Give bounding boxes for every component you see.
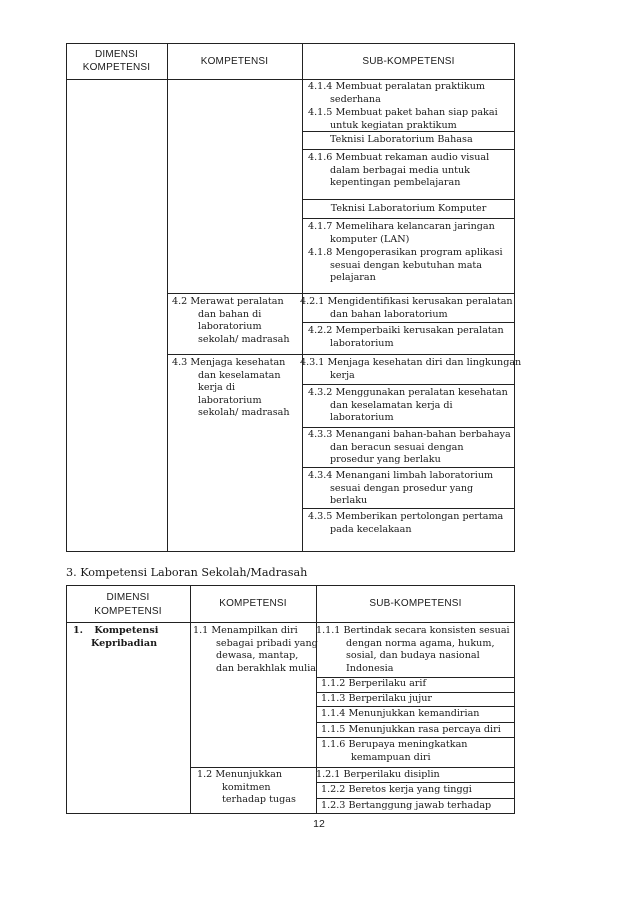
komp-text: kerja di (198, 382, 236, 394)
komp-text: sekolah/ madrasah (198, 333, 290, 345)
sub-text: Menangani bahan-bahan berbahaya (335, 429, 511, 440)
table2-sub-border (316, 798, 515, 799)
sub-text: Indonesia (346, 662, 394, 674)
sub-text: dengan norma agama, hukum, (346, 637, 495, 649)
table1-sub-border (302, 467, 515, 468)
komp-text: laboratorium (198, 321, 262, 333)
sub-text: sederhana (330, 93, 381, 105)
sub-num: 4.3.1 (300, 357, 325, 368)
komp-text: Merawat peralatan (190, 296, 284, 307)
sub-competency-4-3-3 (308, 429, 511, 467)
dim-num: 1. (73, 625, 84, 636)
sub-competency-4-1-5 (308, 107, 498, 132)
section-title: 3. Kompetensi Laboran Sekolah/Madrasah (66, 566, 308, 579)
sub-text: prosedur yang berlaku (330, 454, 441, 466)
sub-text: dalam berbagai media untuk (330, 164, 470, 176)
table2-header-kompetensi: KOMPETENSI (219, 598, 287, 609)
sub-num: 4.3.3 (308, 429, 333, 440)
table1-top-border (66, 43, 515, 44)
sub-competency-4-1-6 (308, 152, 489, 190)
table1-row-border (167, 293, 515, 294)
dim-text: Kompetensi (94, 625, 159, 636)
table1-sub-border (302, 384, 515, 385)
sub-text: Memelihara kelancaran jaringan (335, 221, 495, 232)
komp-text: Menunjukkan (215, 769, 283, 780)
sub-text: laboratorium (330, 337, 394, 349)
komp-text: komitmen (222, 781, 271, 793)
dimension-kepribadian (73, 625, 158, 650)
table1-sub-border (302, 322, 515, 323)
sub-text: komputer (LAN) (330, 233, 410, 245)
table2-sub-border (316, 722, 515, 723)
sub-competency-4-1-4 (308, 81, 485, 106)
sub-competency-4-3-5 (308, 511, 503, 536)
table1-col-divider-1 (167, 43, 168, 552)
komp-text: terhadap tugas (222, 794, 296, 806)
sub-text: Mengidentifikasi kerusakan peralatan (327, 296, 513, 307)
komp-text: sebagai pribadi yang (216, 637, 318, 649)
sub-text: Bertindak secara konsisten sesuai (343, 625, 510, 636)
table1-row-border (167, 354, 515, 355)
komp-text: sekolah/ madrasah (198, 407, 290, 419)
table2-right-border (514, 585, 515, 814)
table1-sub-border (302, 427, 515, 428)
sub-text: untuk kegiatan praktikum (330, 119, 457, 131)
sub-text: pelajaran (330, 272, 376, 284)
sub-competency-4-3-1 (300, 357, 521, 382)
table2-left-border (66, 585, 67, 814)
table2-sub-border (316, 737, 515, 738)
sub-text: dan beracun sesuai dengan (330, 441, 464, 453)
table2-sub-border (316, 782, 515, 783)
table2-sub-border (316, 706, 515, 707)
sub-text: kerja (330, 369, 355, 381)
page-number: 12 (313, 818, 325, 830)
sub-num: 1.1.6 (321, 739, 346, 750)
komp-num: 1.1 (193, 625, 209, 636)
sub-text: Menggunakan peralatan kesehatan (335, 387, 508, 398)
sub-competency-1-1-5: 1.1.5 Menunjukkan rasa percaya diri (321, 724, 501, 735)
sub-num: 4.1.8 (308, 247, 333, 258)
table2-top-border (66, 585, 515, 586)
komp-num: 4.2 (172, 296, 188, 307)
header-dimensi-line1: DIMENSI (106, 592, 150, 603)
table1-header-dimensi (66, 48, 167, 74)
komp-text: dan keselamatan (198, 369, 281, 381)
sub-competency-4-1-7 (308, 221, 495, 246)
sub-competency-1-1-6 (321, 739, 467, 764)
sub-num: 1.1.1 (316, 625, 341, 636)
sub-competency-4-2-2 (308, 325, 504, 350)
sub-num: 4.3.2 (308, 387, 333, 398)
header-dimensi-line2: KOMPETENSI (94, 606, 162, 617)
table2-col-divider-1 (190, 585, 191, 814)
competency-1-1 (193, 625, 318, 675)
komp-text: dewasa, mantap, (216, 650, 299, 662)
sub-competency-1-1-1 (316, 625, 510, 675)
komp-num: 4.3 (172, 357, 188, 368)
sub-competency-1-1-2: 1.1.2 Berperilaku arif (321, 678, 427, 689)
sub-text: laboratorium (330, 412, 394, 424)
sub-text: Membuat peralatan praktikum (335, 81, 486, 92)
sub-text: berlaku (330, 495, 368, 507)
table1-sub-border (302, 199, 515, 200)
komp-text: Menjaga kesehatan (190, 357, 286, 368)
competency-1-2 (197, 769, 296, 807)
komp-num: 1.2 (197, 769, 213, 780)
komp-text: Menampilkan diri (211, 625, 298, 636)
sub-num: 4.3.4 (308, 470, 333, 481)
sub-competency-1-2-3: 1.2.3 Bertanggung jawab terhadap (321, 800, 492, 811)
sub-num: 4.3.5 (308, 511, 333, 522)
sub-competency-4-3-4 (308, 470, 493, 508)
sub-text: Berupaya meningkatkan (348, 739, 468, 750)
sub-text: Memberikan pertolongan pertama (335, 511, 504, 522)
teknisi-komputer-label: Teknisi Laboratorium Komputer (330, 203, 487, 214)
table1-sub-border (302, 149, 515, 150)
sub-text: Mengoperasikan program aplikasi (335, 247, 503, 258)
table2-row-border (190, 767, 515, 768)
sub-num: 4.1.5 (308, 107, 333, 118)
sub-competency-4-1-8 (308, 247, 503, 285)
table1-bottom-border (66, 551, 515, 552)
sub-text: dan bahan laboratorium (330, 308, 448, 320)
sub-num: 4.1.7 (308, 221, 333, 232)
table1-sub-border (302, 508, 515, 509)
sub-text: Menangani limbah laboratorium (335, 470, 494, 481)
teknisi-bahasa-label: Teknisi Laboratorium Bahasa (330, 134, 473, 145)
sub-text: Membuat paket bahan siap pakai (335, 107, 498, 118)
header-dimensi-line1: DIMENSI (94, 49, 139, 60)
header-dimensi-line2: KOMPETENSI (82, 62, 151, 73)
table1-right-border (514, 43, 515, 552)
sub-num: 4.2.1 (300, 296, 325, 307)
table1-left-border (66, 43, 67, 552)
sub-text: Membuat rekaman audio visual (335, 152, 490, 163)
table2-header-sub-kompetensi: SUB-KOMPETENSI (369, 598, 462, 609)
komp-text: dan berakhlak mulia (216, 662, 316, 674)
table1-header-kompetensi: KOMPETENSI (200, 56, 269, 67)
sub-num: 4.1.6 (308, 152, 333, 163)
sub-competency-1-1-4: 1.1.4 Menunjukkan kemandirian (321, 708, 480, 719)
sub-text: kemampuan diri (351, 751, 431, 763)
competency-4-2 (172, 296, 290, 346)
table2-header-dimensi (66, 591, 190, 619)
sub-text: Menjaga kesehatan diri dan lingkungan (327, 357, 522, 368)
sub-competency-1-1-3: 1.1.3 Berperilaku jujur (321, 693, 432, 704)
sub-text: pada kecelakaan (330, 523, 412, 535)
competency-4-3 (172, 357, 290, 420)
table1-sub-border (302, 218, 515, 219)
sub-competency-1-2-1: 1.2.1 Berperilaku disiplin (316, 769, 440, 780)
sub-num: 4.2.2 (308, 325, 333, 336)
sub-text: Memperbaiki kerusakan peralatan (335, 325, 504, 336)
sub-text: sesuai dengan prosedur yang (330, 482, 474, 494)
sub-text: dan keselamatan kerja di (330, 399, 453, 411)
table2-header-border (66, 622, 515, 623)
sub-text: kepentingan pembelajaran (330, 177, 461, 189)
table1-header-border (66, 79, 515, 80)
komp-text: laboratorium (198, 394, 262, 406)
komp-text: dan bahan di (198, 308, 262, 320)
table1-header-sub-kompetensi: SUB-KOMPETENSI (362, 56, 455, 67)
sub-text: sosial, dan budaya nasional (346, 650, 480, 662)
sub-num: 4.1.4 (308, 81, 333, 92)
dim-text: Kepribadian (91, 637, 158, 649)
table2-bottom-border (66, 813, 515, 814)
sub-competency-1-2-2: 1.2.2 Beretos kerja yang tinggi (321, 784, 472, 795)
sub-text: sesuai dengan kebutuhan mata (330, 259, 482, 271)
sub-competency-4-2-1 (300, 296, 513, 321)
sub-competency-4-3-2 (308, 387, 508, 425)
